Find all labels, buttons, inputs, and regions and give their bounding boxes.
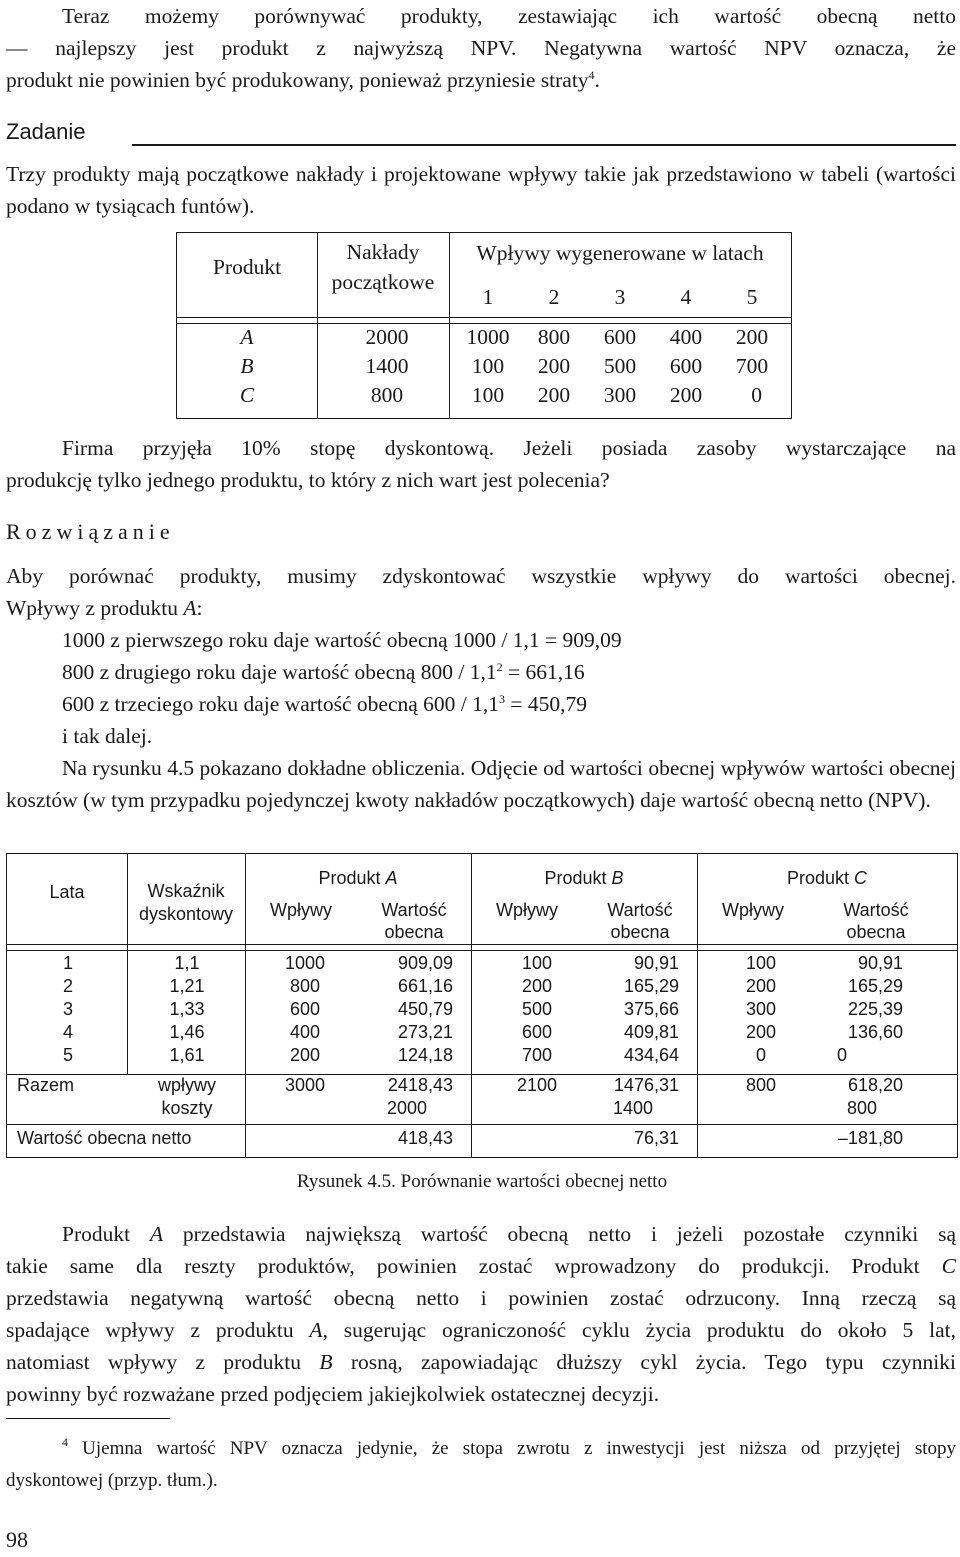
product-b-inflows — [497, 952, 577, 1067]
solution-paragraph: Na rysunku 4.5 pokazano dokładne obliczenia. Odjęcie od wartości obecnej wpływów wartości obecnej kosztów (w tym przypadku pojedynczej kwoty nakładów początkowych) daje wartość obecną netto (NPV). — [6, 756, 956, 812]
header-factor-2: dyskontowy — [138, 904, 234, 924]
footnote-text: Ujemna wartość NPV oznacza jedynie, że stopa zwrotu z inwestycji jest niższa od przyjętej stopy — [82, 1438, 956, 1459]
row-product: A — [240, 325, 254, 349]
conclusion-line-4 — [6, 1314, 956, 1346]
intro-line-2: — najlepszy jest produkt z najwyższą NPV. Negatywna wartość NPV oznacza, że — [6, 36, 956, 60]
row-inflow: 0 — [751, 383, 762, 407]
table-divider — [7, 950, 957, 951]
solution-heading: Rozwiązanie — [6, 519, 175, 544]
zadanie-heading: Zadanie — [6, 119, 86, 144]
calc-line-3-text: 600 z trzeciego roku daje wartość obecną 600 / 1,1 — [62, 692, 500, 716]
inflow-cell: 200 — [289, 1045, 321, 1065]
header-pv-1: Wartość — [607, 900, 673, 920]
section-heading-zadanie — [6, 116, 956, 148]
pv-cell: 124,18 — [397, 1045, 453, 1065]
npv-label: Wartość obecna netto — [17, 1128, 192, 1148]
header-product-name: B — [611, 868, 624, 888]
footnote-rule — [6, 1418, 170, 1419]
intro-paragraph — [6, 0, 956, 96]
row-inflow: 1000 — [466, 325, 510, 349]
row-inflow: 600 — [669, 354, 703, 378]
total-inflows-label: wpływy — [157, 1075, 216, 1095]
npv-table — [6, 853, 958, 1158]
inflow-cell: 200 — [521, 976, 553, 996]
conclusion-product: C — [941, 1254, 956, 1278]
calc-line-3 — [6, 688, 956, 720]
pv-cell: 165,29 — [847, 976, 903, 996]
a-sum-inflows: 3000 — [284, 1075, 326, 1095]
intro-line-3-text: produkt nie powinien być produkowany, ponieważ przyniesie straty — [6, 68, 589, 92]
pv-cell: 90,91 — [633, 953, 679, 973]
row-inflow: 200 — [537, 354, 571, 378]
calc-line-3-exp: 3 — [499, 692, 506, 706]
inflow-cell: 500 — [521, 999, 553, 1019]
a-sum-pv: 2418,43 — [387, 1075, 453, 1095]
row-outlay: 2000 — [365, 325, 409, 349]
a-cost: 2000 — [386, 1098, 428, 1118]
page-number: 98 — [6, 1527, 28, 1552]
header-product-name: C — [854, 868, 868, 888]
b-sum-pv: 1476,31 — [613, 1075, 679, 1095]
factor-cell: 1,61 — [169, 1045, 205, 1065]
conclusion-line-5 — [6, 1346, 956, 1378]
inflow-cell: 600 — [289, 999, 321, 1019]
calc-line-4: i tak dalej. — [62, 724, 153, 748]
factor-cell: 1,46 — [169, 1022, 205, 1042]
conclusion-text: Produkt — [62, 1222, 150, 1246]
b-cost: 1400 — [612, 1098, 654, 1118]
row-inflow: 700 — [735, 354, 769, 378]
inflow-cell: 100 — [745, 953, 777, 973]
question-paragraph — [6, 432, 956, 496]
header-product-prefix: Produkt — [318, 868, 386, 888]
header-pv-2: obecna — [384, 922, 444, 942]
heading-rule — [132, 144, 956, 146]
pv-cell: 909,09 — [397, 953, 453, 973]
conclusion-line-6: powinny być rozważane przed podjęciem jakiejkolwiek ostatecznej decyzji. — [6, 1382, 660, 1406]
pv-cell: 409,81 — [623, 1022, 679, 1042]
conclusion-paragraph — [6, 1218, 956, 1410]
conclusion-text: przedstawia największą wartość obecną netto i jeżeli pozostałe czynniki są — [163, 1222, 956, 1246]
calc-line-3-result: = 450,79 — [505, 692, 588, 716]
header-outlay-1: Nakłady — [346, 240, 420, 264]
total-costs-label: koszty — [161, 1098, 213, 1118]
row-inflow: 600 — [603, 325, 637, 349]
conclusion-line-1 — [6, 1218, 956, 1250]
row-inflow: 400 — [669, 325, 703, 349]
a-npv: 418,43 — [397, 1128, 453, 1148]
b-sum-inflows: 2100 — [516, 1075, 558, 1095]
calc-line-2-text: 800 z drugiego roku daje wartość obecną 800 / 1,1 — [62, 660, 497, 684]
inflow-cell: 0 — [755, 1045, 766, 1065]
factors-column — [147, 952, 227, 1067]
row-inflow: 200 — [669, 383, 703, 407]
intro-line-3 — [6, 64, 956, 96]
row-product: C — [239, 383, 255, 407]
header-product-prefix: Produkt — [786, 868, 855, 888]
figure-caption: Rysunek 4.5. Porównanie wartości obecnej netto — [296, 1171, 668, 1192]
question-line-1: Firma przyjęła 10% stopę dyskontową. Jeżeli posiada zasoby wystarczające na — [62, 436, 956, 460]
intro-line-3-end: . — [594, 68, 600, 92]
solution-body — [6, 560, 956, 816]
year-cell: 4 — [62, 1022, 73, 1042]
year-header: 3 — [614, 285, 626, 309]
inflow-cell: 800 — [289, 976, 321, 996]
header-pv-2: obecna — [610, 922, 670, 942]
year-header: 1 — [482, 285, 494, 309]
row-product: B — [240, 354, 254, 378]
c-npv: –181,80 — [837, 1128, 903, 1148]
row-outlay: 1400 — [365, 354, 409, 378]
header-pv-1: Wartość — [381, 900, 447, 920]
header-inflows: Wpływy — [722, 900, 784, 920]
conclusion-product: A — [309, 1318, 323, 1342]
calc-line-2 — [6, 656, 956, 688]
pv-cell: 225,39 — [847, 999, 903, 1019]
header-product-c — [697, 867, 957, 890]
header-product-name: A — [385, 868, 398, 888]
pv-cell: 165,29 — [623, 976, 679, 996]
header-inflows: Wpływy — [270, 900, 332, 920]
pv-cell: 375,66 — [623, 999, 679, 1019]
header-product-prefix: Produkt — [544, 868, 612, 888]
solution-line-2 — [6, 592, 956, 624]
product-c-pv — [817, 952, 903, 1067]
year-header: 5 — [746, 285, 758, 309]
question-line-2: produkcję tylko jednego produktu, to który z nich wart jest polecenia? — [6, 468, 610, 492]
header-inflows: Wpływy wygenerowane w latach — [476, 241, 764, 265]
conclusion-text: takie same dla reszty produktów, powinien zostać wprowadzony do produkcji. Produkt — [6, 1254, 942, 1278]
conclusion-line-2 — [6, 1250, 956, 1282]
header-outlay-2: początkowe — [331, 270, 435, 294]
row-inflow: 500 — [603, 354, 637, 378]
year-header: 2 — [548, 285, 560, 309]
table-divider — [7, 944, 957, 945]
header-inflows: Wpływy — [496, 900, 558, 920]
row-inflow: 100 — [471, 354, 505, 378]
conclusion-line-3: przedstawia negatywną wartość obecną netto i powinien zostać odrzucony. Inną rzeczą są — [6, 1286, 956, 1310]
row-inflow: 200 — [537, 383, 571, 407]
product-b-pv — [593, 952, 679, 1067]
header-years: Lata — [49, 882, 85, 902]
b-npv: 76,31 — [633, 1128, 679, 1148]
inflow-cell: 600 — [521, 1022, 553, 1042]
zadanie-text: Trzy produkty mają początkowe nakłady i projektowane wpływy takie jak przedstawiono w tabeli (wartości podano w tysiącach funtów). — [6, 162, 956, 218]
inflow-cell: 700 — [521, 1045, 553, 1065]
c-sum-inflows: 800 — [745, 1075, 777, 1095]
product-a-inflows — [265, 952, 345, 1067]
conclusion-text: natomiast wpływy z produktu — [6, 1350, 320, 1374]
conclusion-product: A — [149, 1222, 164, 1246]
factor-cell: 1,21 — [169, 976, 205, 996]
year-cell: 3 — [62, 999, 73, 1019]
footnote-line-2: dyskontowej (przyp. tłum.). — [6, 1470, 218, 1491]
header-factor-1: Wskaźnik — [147, 881, 225, 901]
row-inflow: 100 — [471, 383, 505, 407]
header-pv-1: Wartość — [843, 900, 909, 920]
year-cell: 5 — [62, 1045, 73, 1065]
conclusion-product: B — [319, 1350, 333, 1374]
row-inflow: 300 — [603, 383, 637, 407]
table-divider — [7, 1124, 957, 1125]
c-cost: 800 — [846, 1098, 878, 1118]
pv-cell: 273,21 — [397, 1022, 453, 1042]
pv-cell: 450,79 — [397, 999, 453, 1019]
factor-cell: 1,1 — [174, 953, 200, 973]
footnote-ref: 4 — [588, 68, 595, 82]
c-sum-pv: 618,20 — [847, 1075, 903, 1095]
solution-line-2-end: : — [196, 596, 203, 620]
conclusion-text: , sugerując ograniczoność cyklu życia produktu do około 5 lat, — [322, 1318, 956, 1342]
row-inflow: 200 — [735, 325, 769, 349]
footnote-number: 4 — [62, 1435, 68, 1449]
solution-line-1: Aby porównać produkty, musimy zdyskontować wszystkie wpływy do wartości obecnej. — [6, 564, 956, 588]
product-a-pv — [367, 952, 453, 1067]
inflow-cell: 1000 — [284, 953, 326, 973]
solution-product-a: A — [183, 596, 197, 620]
calc-line-2-result: = 661,16 — [502, 660, 585, 684]
pv-cell: 661,16 — [397, 976, 453, 996]
factor-cell: 1,33 — [169, 999, 205, 1019]
conclusion-text: spadające wpływy z produktu — [6, 1318, 310, 1342]
footnote — [6, 1433, 956, 1497]
inflow-cell: 100 — [521, 953, 553, 973]
table-divider — [177, 317, 791, 318]
years-column — [53, 952, 83, 1067]
year-cell: 1 — [62, 953, 73, 973]
pv-cell: 136,60 — [847, 1022, 903, 1042]
product-c-inflows — [721, 952, 801, 1067]
products-table — [176, 232, 792, 419]
pv-cell: 0 — [837, 1045, 848, 1065]
inflow-cell: 400 — [289, 1022, 321, 1042]
footnote-line-1 — [6, 1433, 956, 1465]
inflow-cell: 300 — [745, 999, 777, 1019]
calc-line-2-exp: 2 — [496, 660, 503, 674]
total-label: Razem — [17, 1075, 75, 1095]
header-product-a — [245, 867, 471, 890]
inflow-cell: 200 — [745, 1022, 777, 1042]
inflow-cell: 200 — [745, 976, 777, 996]
row-inflow: 800 — [537, 325, 571, 349]
year-header: 4 — [680, 285, 692, 309]
header-pv-2: obecna — [846, 922, 906, 942]
solution-line-2-text: Wpływy z produktu — [6, 596, 184, 620]
intro-line-1: Teraz możemy porównywać produkty, zestawiając ich wartość obecną netto — [62, 4, 956, 28]
pv-cell: 90,91 — [857, 953, 903, 973]
year-cell: 2 — [62, 976, 73, 996]
header-product: Produkt — [212, 255, 282, 279]
pv-cell: 434,64 — [623, 1045, 679, 1065]
row-outlay: 800 — [370, 383, 404, 407]
calc-line-1: 1000 z pierwszego roku daje wartość obecną 1000 / 1,1 = 909,09 — [62, 628, 622, 652]
conclusion-text: rosną, zapowiadając dłuższy cykl życia. Tego typu czynniki — [332, 1350, 956, 1374]
header-product-b — [471, 867, 697, 890]
